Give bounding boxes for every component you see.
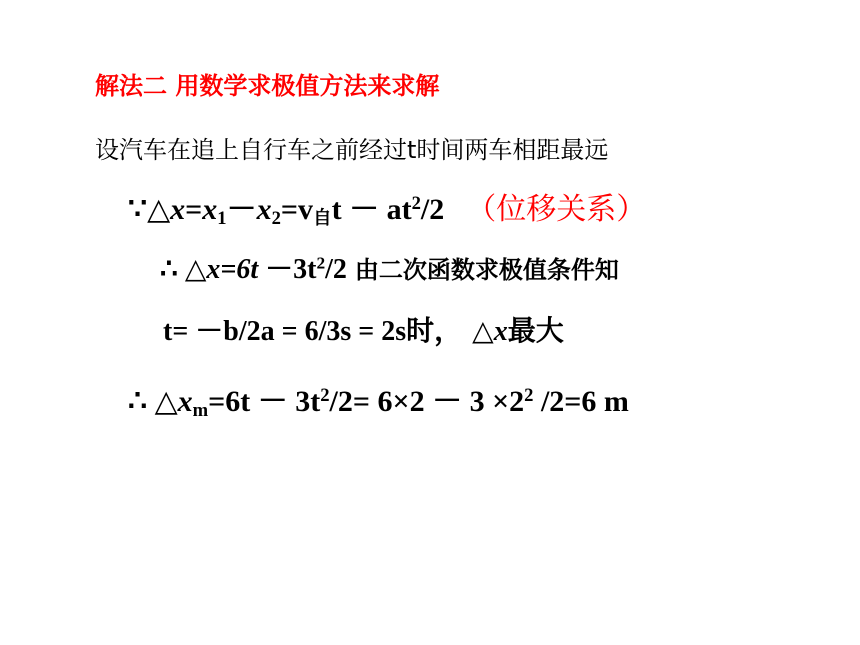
subscript-2: 2	[271, 208, 281, 230]
expr-part1: =6t － 3t	[208, 385, 321, 418]
time-word: 时，	[406, 314, 463, 347]
expr: x=6t	[206, 254, 259, 285]
subscript-bike: 自	[312, 208, 332, 230]
therefore-symbol: ∴	[160, 254, 185, 285]
minus: －	[226, 193, 257, 226]
expr-part2: /2= 6×2 － 3 ×2	[329, 385, 525, 418]
solution-heading: 解法二 用数学求极值方法来求解	[95, 72, 440, 100]
condition-note: 由二次函数求极值条件知	[354, 256, 619, 284]
therefore-symbol: ∴	[128, 385, 155, 418]
delta-symbol: △	[147, 193, 171, 226]
equals-v: =v	[280, 193, 313, 226]
expr-rest: t － at	[331, 193, 412, 226]
expr-part3: /2=6 m	[533, 385, 629, 418]
expr-rest: －3t	[258, 254, 317, 285]
max-word: 最大	[507, 314, 564, 347]
time-expr: t= －b/2a = 6/3s = 2s	[163, 316, 407, 347]
substituted-equation	[160, 247, 619, 287]
var-x2: x	[256, 193, 272, 226]
expr-tail: /2	[420, 193, 445, 226]
equals: =	[185, 193, 203, 226]
superscript-2: 2	[316, 253, 326, 273]
setup-sentence: 设汽车在追上自行车之前经过t时间两车相距最远	[95, 136, 609, 164]
var-x1: x	[202, 193, 218, 226]
var-x: x	[177, 385, 193, 418]
displacement-equation	[128, 184, 646, 228]
max-distance-result	[128, 376, 629, 420]
superscript-2b: 2	[524, 384, 534, 406]
because-symbol: ∵	[128, 193, 148, 226]
delta-symbol: △	[154, 385, 178, 418]
relation-note: （位移关系）	[466, 192, 647, 227]
subscript-1: 1	[217, 208, 227, 230]
delta-symbol: △	[472, 316, 494, 347]
var-x: x	[170, 193, 186, 226]
superscript-2: 2	[411, 192, 421, 214]
subscript-m: m	[192, 400, 209, 422]
expr-tail: /2	[325, 254, 347, 285]
superscript-2a: 2	[320, 384, 330, 406]
var-x: x	[493, 316, 508, 347]
extremum-time	[163, 309, 564, 349]
delta-symbol: △	[184, 254, 207, 285]
